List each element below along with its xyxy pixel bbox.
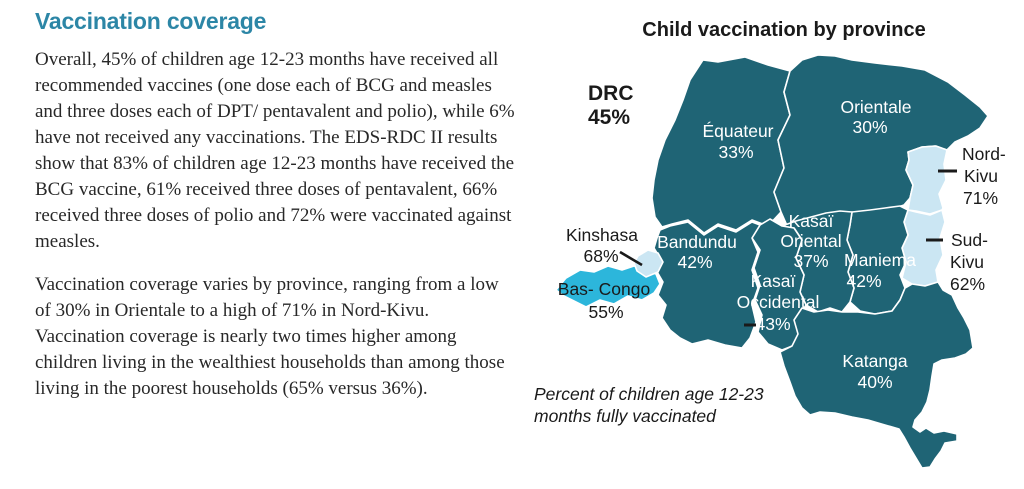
label-nord-kivu-line1: Nord- [962,144,1006,164]
value-katanga: 40% [857,372,893,392]
value-bandundu: 42% [677,252,713,272]
text-column [35,8,517,419]
map-caption-line1: Percent of children age 12-23 [534,384,764,404]
label-katanga: Katanga [842,351,908,371]
value-sud-kivu: 62% [950,274,986,294]
label-sud-kivu-line1: Sud- [951,230,988,250]
value-maniema: 42% [846,271,882,291]
label-bandundu: Bandundu [657,232,737,252]
label-kasai-occidental-line2: Occidental [736,292,820,312]
country-label: DRC [588,82,634,105]
map-panel [530,0,1024,489]
value-kasai-occidental: 43% [755,314,791,334]
label-nord-kivu-line2: Kivu [964,166,999,186]
value-kasai-oriental: 37% [793,251,829,271]
label-equateur: Équateur [702,121,774,141]
paragraph-province-variation: Vaccination coverage varies by province, ranging from a low of 30% in Orientale to a high of 71% in Nord-Kivu. Vaccination coverage is nearly two times higher among children living in the wealthiest households than among those living in the poorest households (65% versus 36%). [35,274,505,399]
map-title: Child vaccination by province [642,19,926,41]
country-value: 45% [588,106,631,129]
label-kasai-oriental-line2: Oriental [780,231,842,251]
label-kasai-oriental-line1: Kasaï [788,211,834,231]
label-kinshasa: Kinshasa [566,225,638,245]
province-shape-sud-kivu [902,210,945,286]
map-caption-line2: months fully vaccinated [534,406,716,426]
value-equateur: 33% [718,142,754,162]
province-shape-nord-kivu [906,146,947,214]
value-bas-congo: 55% [588,302,624,322]
drc-province-map [530,0,1024,489]
province-shape-orientale [774,55,988,228]
value-kinshasa: 68% [583,246,619,266]
value-orientale: 30% [852,117,888,137]
label-bas-congo: Bas- Congo [557,279,651,299]
label-maniema: Maniema [844,250,916,270]
label-kasai-occidental-line1: Kasaï [750,271,796,291]
label-sud-kivu-line2: Kivu [950,252,985,272]
section-heading: Vaccination coverage [35,8,267,34]
paragraph-overall-coverage: Overall, 45% of children age 12-23 months have received all recommended vaccines (one dose each of BCG and measles and three doses each of DPT/ pentavalent and polio), while 6% have not received any vaccinations. The EDS-RDC II results show that 83% of children age 12-23 months have received the BCG vaccine, 61% received three doses of pentavalent, 66% received three doses of polio and 72% were vaccinated against measles. [35,49,515,252]
value-nord-kivu: 71% [963,188,999,208]
label-orientale: Orientale [840,97,912,117]
